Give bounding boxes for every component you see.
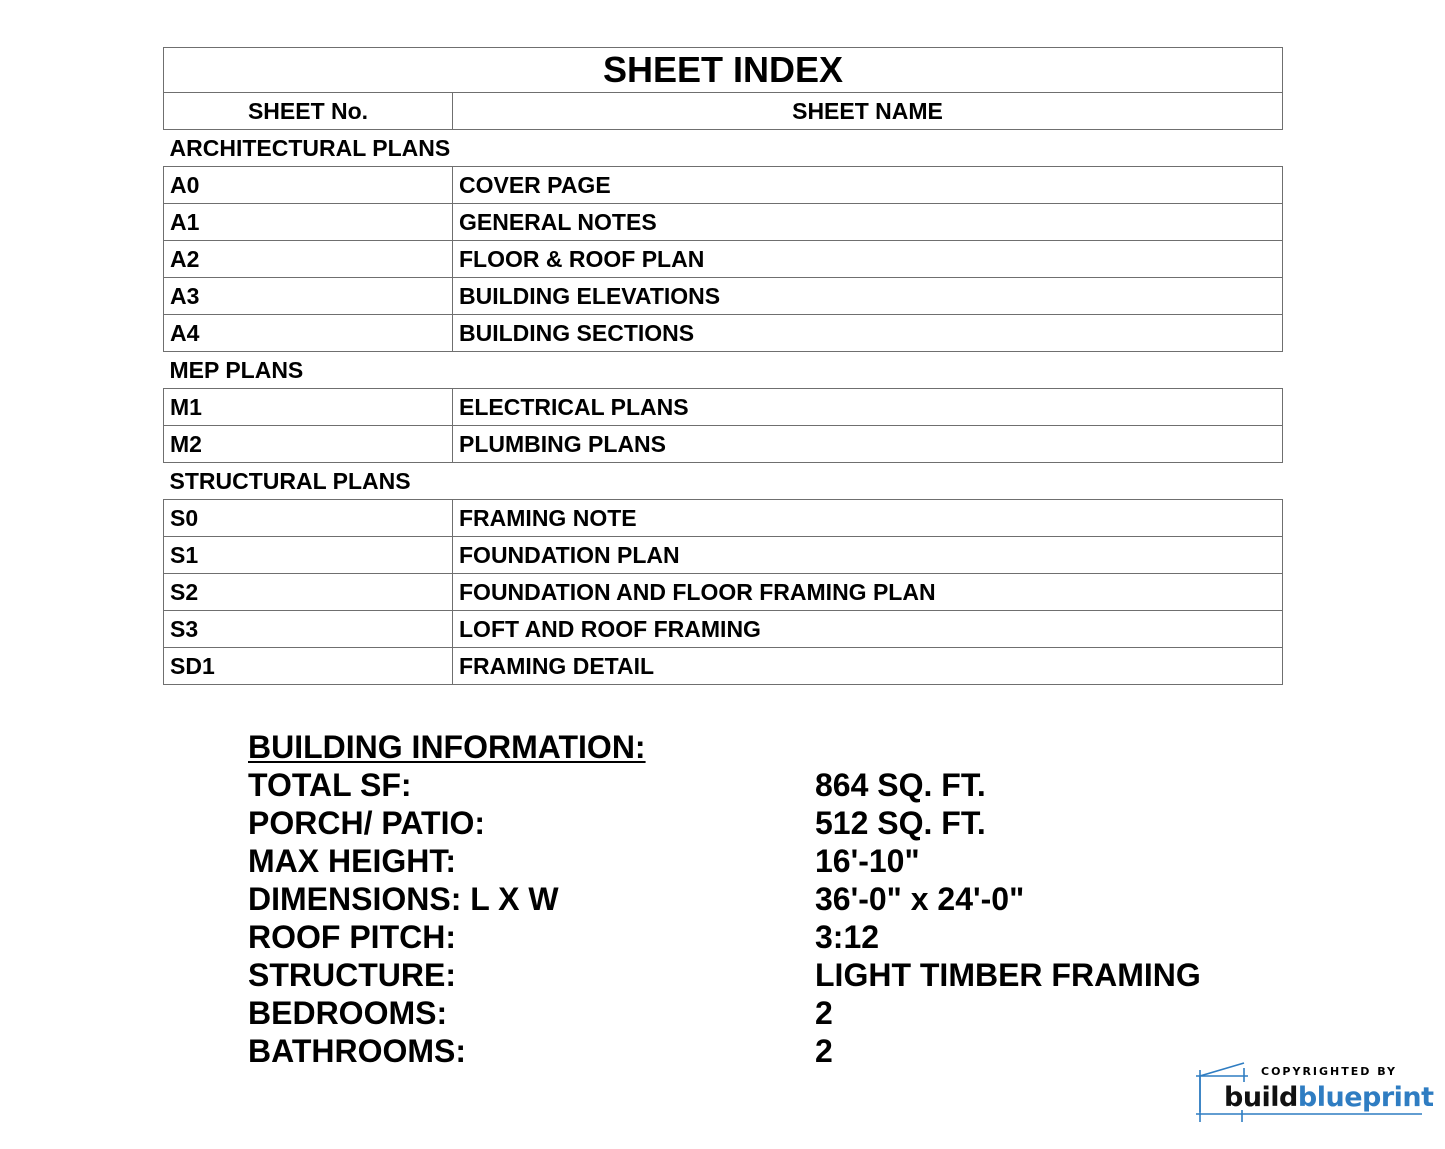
building-info-value: 512 SQ. FT. bbox=[815, 805, 986, 841]
building-info-label: BATHROOMS: bbox=[248, 1033, 467, 1069]
building-information-list bbox=[248, 766, 1201, 1070]
sheet-name: FRAMING DETAIL bbox=[453, 648, 1283, 685]
building-info-value: 2 bbox=[815, 1033, 833, 1069]
table-row bbox=[164, 426, 1283, 463]
table-row bbox=[164, 204, 1283, 241]
sheet-name: COVER PAGE bbox=[453, 167, 1283, 204]
sheet-number: M2 bbox=[164, 426, 453, 463]
building-info-row bbox=[248, 956, 1201, 994]
sheet-number: A4 bbox=[164, 315, 453, 352]
table-row bbox=[164, 315, 1283, 352]
column-header-sheet-no: SHEET No. bbox=[164, 93, 453, 130]
logo-word-blueprint: blueprint bbox=[1297, 1082, 1434, 1113]
table-row bbox=[164, 611, 1283, 648]
sheet-name: LOFT AND ROOF FRAMING bbox=[453, 611, 1283, 648]
sheet-name: BUILDING SECTIONS bbox=[453, 315, 1283, 352]
section-row bbox=[164, 352, 1283, 389]
table-row bbox=[164, 500, 1283, 537]
section-heading: STRUCTURAL PLANS bbox=[169, 467, 411, 494]
sheet-number: S0 bbox=[164, 500, 453, 537]
building-info-row bbox=[248, 918, 880, 956]
sheet-name: BUILDING ELEVATIONS bbox=[453, 278, 1283, 315]
sheet-number: A2 bbox=[164, 241, 453, 278]
building-info-row bbox=[248, 880, 1025, 918]
sheet-number: A0 bbox=[164, 167, 453, 204]
sheet-number: A1 bbox=[164, 204, 453, 241]
sheet-number: SD1 bbox=[164, 648, 453, 685]
sheet-name: ELECTRICAL PLANS bbox=[453, 389, 1283, 426]
building-info-label: STRUCTURE: bbox=[248, 957, 456, 993]
logo-word-build: build bbox=[1224, 1082, 1298, 1113]
table-row bbox=[164, 648, 1283, 685]
sheet-name: PLUMBING PLANS bbox=[453, 426, 1283, 463]
sheet-number: S2 bbox=[164, 574, 453, 611]
copyright-caption: COPYRIGHTED BY bbox=[1261, 1065, 1397, 1078]
building-info-label: PORCH/ PATIO: bbox=[248, 805, 486, 841]
sheet-name: FRAMING NOTE bbox=[453, 500, 1283, 537]
building-info-label: MAX HEIGHT: bbox=[248, 843, 456, 879]
sheet-number: S1 bbox=[164, 537, 453, 574]
sheet-number: S3 bbox=[164, 611, 453, 648]
building-info-row bbox=[248, 842, 920, 880]
building-info-row bbox=[248, 804, 986, 842]
building-info-value: 2 bbox=[815, 995, 833, 1031]
table-row bbox=[164, 389, 1283, 426]
building-info-row bbox=[248, 994, 833, 1032]
building-info-row bbox=[248, 766, 986, 804]
building-info-label: DIMENSIONS: L X W bbox=[248, 881, 559, 917]
building-information bbox=[248, 728, 1201, 1070]
building-info-label: TOTAL SF: bbox=[248, 767, 412, 803]
sheet-name: FLOOR & ROOF PLAN bbox=[453, 241, 1283, 278]
column-header-sheet-name: SHEET NAME bbox=[453, 93, 1283, 130]
section-heading: ARCHITECTURAL PLANS bbox=[169, 134, 451, 161]
building-info-value: 16'-10" bbox=[815, 843, 920, 879]
logo-wordmark bbox=[1224, 1082, 1434, 1113]
section-row bbox=[164, 463, 1283, 500]
building-information-title: BUILDING INFORMATION: bbox=[248, 729, 646, 765]
sheet-index-header-row bbox=[164, 93, 1283, 130]
building-info-value: 3:12 bbox=[815, 919, 880, 955]
sheet-name: FOUNDATION PLAN bbox=[453, 537, 1283, 574]
sheet-number: M1 bbox=[164, 389, 453, 426]
sheet-name: GENERAL NOTES bbox=[453, 204, 1283, 241]
sheet-index-table bbox=[163, 47, 1283, 685]
building-info-row bbox=[248, 1032, 833, 1070]
building-info-label: BEDROOMS: bbox=[248, 995, 448, 1031]
table-row bbox=[164, 574, 1283, 611]
copyright-logo bbox=[1196, 1062, 1434, 1124]
section-row bbox=[164, 130, 1283, 167]
sheet-number: A3 bbox=[164, 278, 453, 315]
table-row bbox=[164, 167, 1283, 204]
table-row bbox=[164, 241, 1283, 278]
sheet-index-title-row bbox=[164, 48, 1283, 93]
table-row bbox=[164, 537, 1283, 574]
building-info-value: 36'-0" x 24'-0" bbox=[815, 881, 1025, 917]
sheet-name: FOUNDATION AND FLOOR FRAMING PLAN bbox=[453, 574, 1283, 611]
table-row bbox=[164, 278, 1283, 315]
building-info-value: 864 SQ. FT. bbox=[815, 767, 986, 803]
building-info-value: LIGHT TIMBER FRAMING bbox=[815, 957, 1201, 993]
building-info-label: ROOF PITCH: bbox=[248, 919, 456, 955]
sheet-index-title: SHEET INDEX bbox=[164, 48, 1283, 93]
section-heading: MEP PLANS bbox=[169, 356, 304, 383]
